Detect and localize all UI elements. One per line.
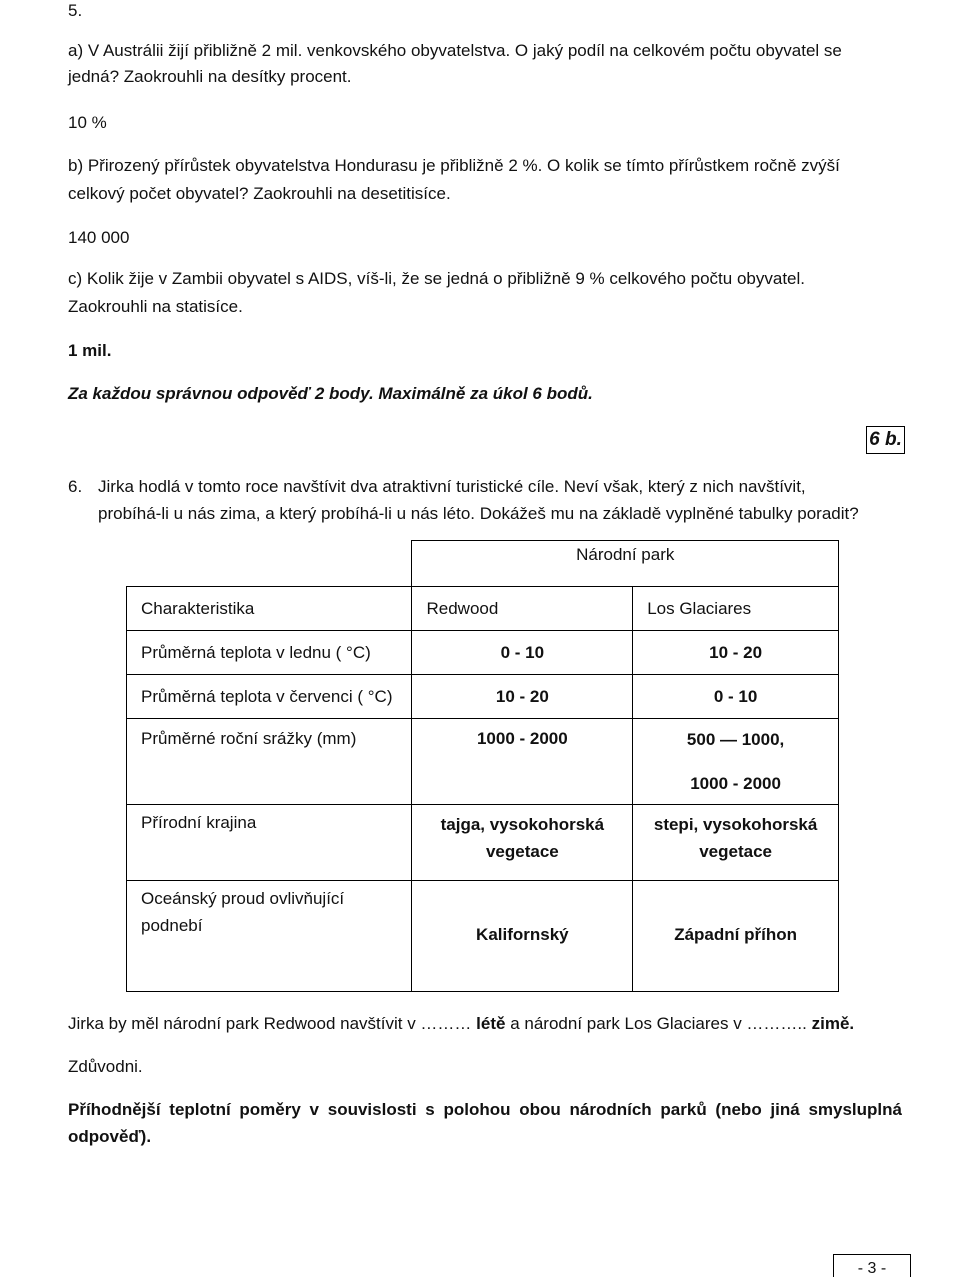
row-label: Přírodní krajina (127, 805, 412, 881)
task-5-number: 5. (68, 1, 83, 20)
page-number: - 3 - (833, 1254, 911, 1277)
national-park-table (126, 540, 839, 992)
cell-line: 500 — 1000, (686, 730, 785, 749)
task-5b-answer: 140 000 (68, 228, 130, 247)
cell-value (412, 805, 633, 881)
cell-line: podnebí (141, 916, 203, 935)
task-5a-text: a) V Austrálii žijí přibližně 2 mil. venkovského obyvatelstva. O jaký podíl na celkovém počtu obyvatel se (68, 41, 842, 60)
justify-answer: Příhodnější teplotní poměry v souvislosti s polohou obou národních parků (nebo jiná smysluplná odpověď). (68, 1100, 902, 1146)
task-5a-text: jedná? Zaokrouhli na desítky procent. (68, 67, 352, 86)
scoring-note: Za každou správnou odpověď 2 body. Maximálně za úkol 6 bodů. (68, 384, 593, 403)
task-5b-text: b) Přirozený přírůstek obyvatelstva Hondurasu je přibližně 2 %. O kolik se tímto přírůstkem ročně zvýší (68, 156, 840, 175)
char-header: Charakteristika (127, 587, 412, 631)
cell-value: Kalifornský (412, 881, 633, 992)
task-6-text: probíhá-li u nás zima, a který probíhá-li u nás léto. Dokážeš mu na základě vyplněné tabulky poradit? (98, 504, 859, 523)
justify-label: Zdůvodni. (68, 1057, 143, 1076)
cell-line: stepi, vysokohorská (653, 815, 818, 834)
score-box: 6 b. (866, 426, 905, 454)
table-row (127, 631, 839, 675)
cell-value (633, 805, 839, 881)
cell-value: 10 - 20 (412, 675, 633, 719)
answer-season: zimě. (811, 1014, 855, 1033)
task-5c-text: Zaokrouhli na statisíce. (68, 297, 243, 316)
table-row (127, 881, 839, 992)
group-header: Národní park (412, 541, 839, 587)
row-label (127, 881, 412, 992)
row-label: Průměrné roční srážky (mm) (127, 719, 412, 805)
table-row (127, 675, 839, 719)
task-5a-answer: 10 % (68, 113, 107, 132)
cell-value: 0 - 10 (633, 675, 839, 719)
answer-sentence (68, 1013, 854, 1035)
cell-value: 1000 - 2000 (412, 719, 633, 805)
answer-text: Jirka by měl národní park Redwood navštívit v ……… (68, 1014, 472, 1033)
cell-value: 0 - 10 (412, 631, 633, 675)
cell-line: Oceánský proud ovlivňující (141, 889, 345, 908)
task-5b-text: celkový počet obyvatel? Zaokrouhli na desetitisíce. (68, 184, 451, 203)
cell-value: Západní příhon (633, 881, 839, 992)
answer-text: a národní park Los Glaciares v ……….. (510, 1014, 807, 1033)
task-6-text: Jirka hodlá v tomto roce navštívit dva atraktivní turistické cíle. Neví však, který z nich navštívit, (98, 477, 806, 496)
cell-line: vegetace (485, 842, 559, 861)
answer-season: létě (476, 1014, 506, 1033)
cell-line: tajga, vysokohorská (440, 815, 605, 834)
row-label: Průměrná teplota v lednu ( °C) (127, 631, 412, 675)
row-label: Průměrná teplota v červenci ( °C) (127, 675, 412, 719)
table-row (127, 805, 839, 881)
cell-value: 10 - 20 (633, 631, 839, 675)
task-6-number: 6. (68, 477, 83, 496)
cell-line: 1000 - 2000 (690, 774, 781, 793)
task-5c-text: c) Kolik žije v Zambii obyvatel s AIDS, víš-li, že se jedná o přibližně 9 % celkového počtu obyvatel. (68, 269, 806, 288)
park-header: Los Glaciares (633, 587, 839, 631)
cell-value (633, 719, 839, 805)
task-5c-answer: 1 mil. (68, 341, 112, 360)
cell-line: vegetace (699, 842, 772, 861)
table-row (127, 719, 839, 805)
park-header: Redwood (412, 587, 633, 631)
